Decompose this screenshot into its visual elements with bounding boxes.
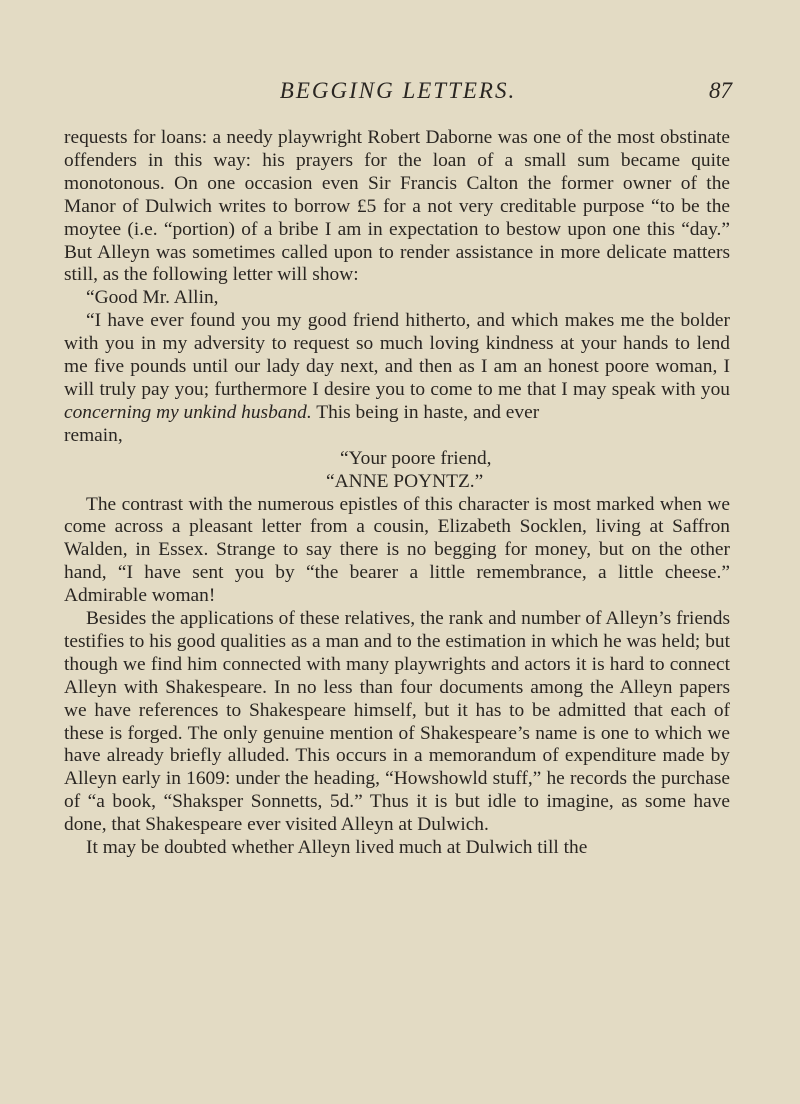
letter-body-end: This being in haste, and ever xyxy=(311,401,540,423)
body-text xyxy=(64,127,730,860)
letter-italic-phrase: concerning my unkind husband. xyxy=(64,401,312,423)
running-head: BEGGING LETTERS. xyxy=(279,78,517,103)
letter-signature: “ANNE POYNTZ.” xyxy=(326,470,484,492)
letter-salutation: “Good Mr. Allin, xyxy=(86,287,219,309)
paragraph-contrast: The contrast with the numerous epistles of this character is most marked when we come across a pleasant letter from a cousin, Elizabeth Socklen, living at Saffron Walden, in Essex. Strange to say there is no begging for money, but on the other hand, “I have sent you by “the bearer a little remembrance, a little cheese.” Admirable woman! xyxy=(64,493,730,607)
paragraph-shakespeare: Besides the applications of these relatives, the rank and number of Alleyn’s friends testifies to his good qualities as a man and to the estimation in which he was held; but though we find him connected with many playwrights and actors it is hard to connect Alleyn with Shakespeare. In no less than four documents among the Alleyn papers we have references to Shakespeare himself, but it has to be admitted that each of these is forged. The only genuine mention of Shakespeare’s name is one to which we have already briefly alluded. This occurs in a memorandum of expenditure made by Alleyn early in 1609: under the heading, “Howshowld stuff,” he records the purchase of “a book, “Shaksper Sonnetts, 5d.” Thus it is but idle to imagine, as some have done, that Shakespeare ever visited Alleyn at Dulwich. xyxy=(64,608,730,836)
paragraph-loans: requests for loans: a needy playwright Robert Daborne was one of the most obstinate offenders in this way: his prayers for the loan of a small sum became quite monotonous. On one occasion even Sir Francis Calton the former owner of the Manor of Dulwich writes to borrow £5 for a not very creditable purpose “to be the moytee (i.e. “portion) of a bribe I am in expectation to bestow upon one this “day.” But Alleyn was sometimes called upon to render assistance in more delicate matters still, as the following letter will show: xyxy=(64,127,730,286)
page-number: 87 xyxy=(709,78,732,103)
letter-remain: remain, xyxy=(64,424,123,446)
letter-body xyxy=(64,310,730,425)
page-header xyxy=(64,76,732,110)
letter-signoff: “Your poore friend, xyxy=(340,447,492,469)
letter-body-text: “I have ever found you my good friend hitherto, and which makes me the bolder with you in my adversity to request so much loving kindness at your hands to lend me five pounds until our lady day next, and then as I am an honest poore woman, I will truly pay you; furthermore I desire you to come to me that I may speak with you xyxy=(64,310,730,400)
paragraph-dulwich: It may be doubted whether Alleyn lived much at Dulwich till the xyxy=(86,837,588,859)
